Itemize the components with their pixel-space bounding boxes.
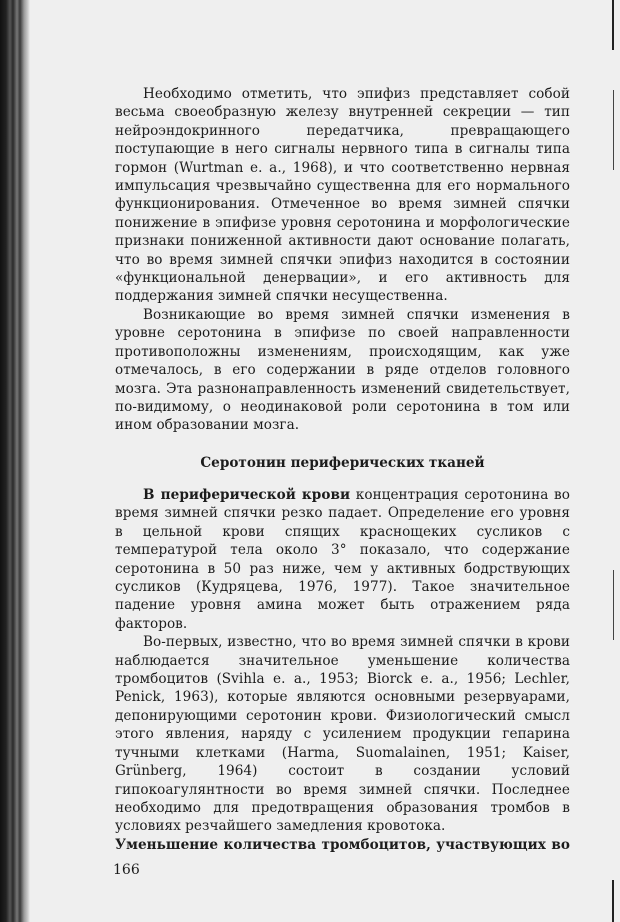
paragraph-platelets: Во-первых, известно, что во время зимней спячки в крови наблюдается значительное уменьшение количества тромбоцитов (Svihla e. a., 1953; Biorck e. a., 1956; Lechler, Penick, 1963), которые являются основными резервуарами, депонирующими серотонин крови. Физиологический смысл этого явления, наряду с усилением продукции гепарина тучными клетками (Harma, Suomalainen, 1951; Kaiser, Grünberg, 1964) состоит в создании условий гипокоагулянтности во время зимней спячки. Последнее необходимо для предотвращения образования тромбов в условиях резчайшего замедления кровотока.: [115, 634, 570, 835]
lower-text-block: [115, 486, 570, 854]
upper-text-block: [115, 85, 570, 435]
paragraph-peripheral-blood: [115, 486, 570, 633]
page-edge-mark: [613, 90, 614, 170]
paragraph-bold-continuation: Уменьшение количества тромбоцитов, участвующих во: [115, 836, 570, 853]
paragraph-pineal-gland: Необходимо отметить, что эпифиз представляет собой весьма своеобразную железу внутренней секреции — тип нейроэндокринного передатчика, превращающего поступающие в него сигналы нервного типа в сигналы типа гормон (Wurtman e. a., 1968), и что соответственно нервная импульсация чрезвычайно существенна для его нормального функционирования. Отмеченное во время зимней спячки понижение в эпифизе уровня серотонина и морфологические признаки пониженной активности дают основание полагать, что во время зимней спячки эпифиз находится в состоянии «функциональной денервации», и его активность для поддержания зимней спячки несущественна.: [115, 86, 570, 305]
book-binding-shadow: [0, 0, 30, 922]
page-edge-mark: [612, 880, 614, 922]
paragraph-serotonin-direction: Возникающие во время зимней спячки изменения в уровне серотонина в эпифизе по своей направленности противоположны изменениям, происходящим, как уже отмечалось, в его содержании в ряде отделов головного мозга. Эта разнонаправленность изменений свидетельствует, по-видимому, о неодинаковой роли серотонина в том или ином образовании мозга.: [115, 306, 570, 434]
page-edge-mark: [612, 0, 614, 50]
paragraph-lead-bold: В периферической крови: [143, 487, 351, 503]
paragraph-body: концентрация серотонина во время зимней спячки резко падает. Определение его уровня в цельной крови спящих краснощеких сусликов с температурой тела около 3° показало, что содержание серотонина в 50 раз ниже, чем у активных бодрствующих сусликов (Кудряцева, 1976, 1977). Такое значительное падение уровня амина может быть отражением ряда факторов.: [115, 487, 570, 632]
section-title: Серотонин периферических тканей: [200, 455, 485, 471]
page-number: 166: [113, 862, 140, 878]
page-edge-mark: [613, 570, 614, 640]
